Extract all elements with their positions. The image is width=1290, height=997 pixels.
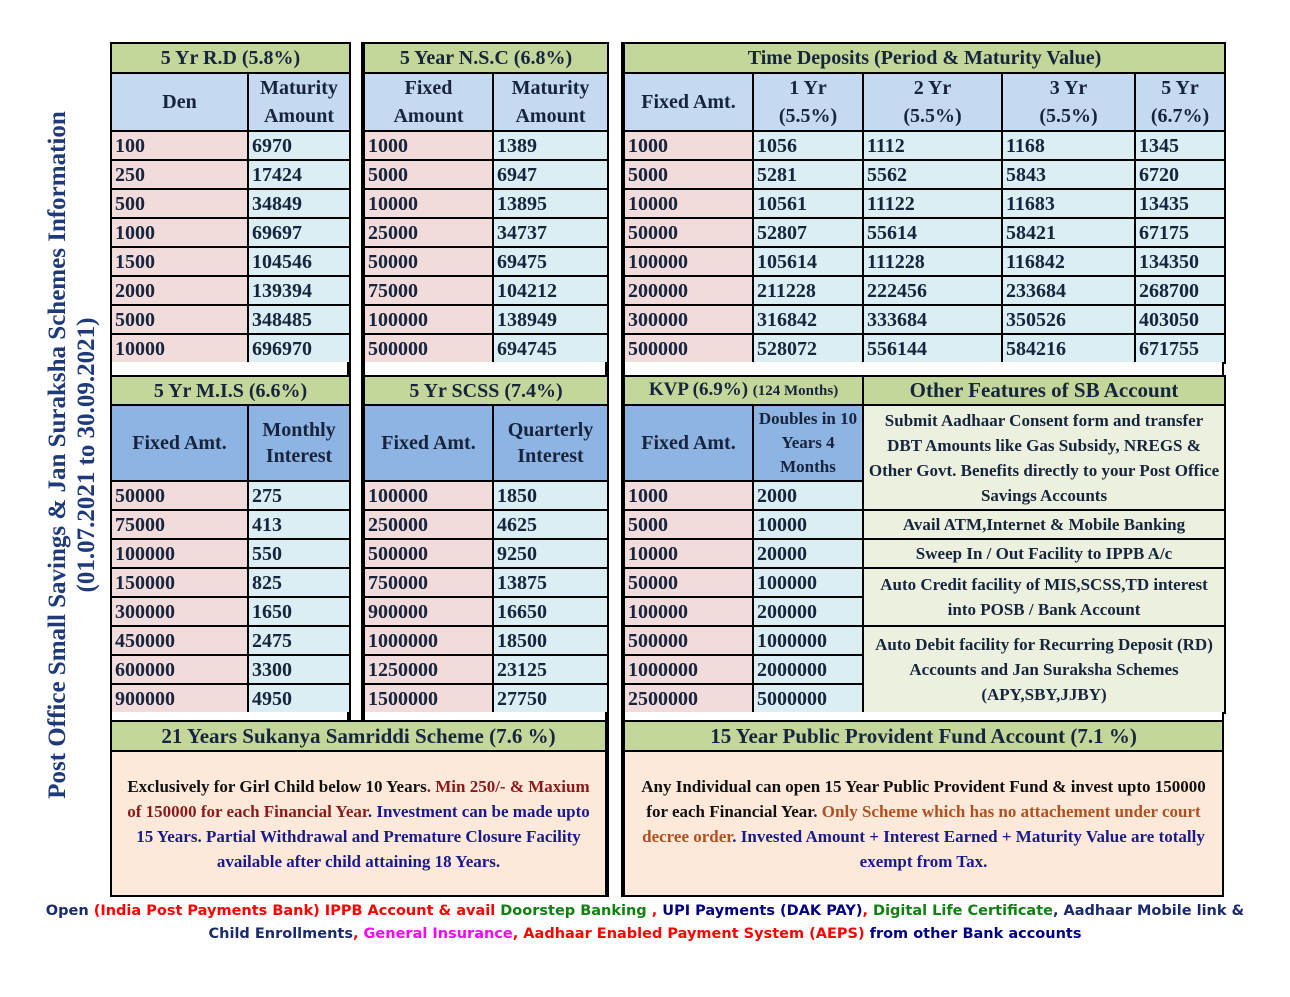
- amount-cell: 100000: [364, 305, 493, 334]
- table-row: [111, 684, 350, 713]
- value-cell: 10561: [753, 189, 863, 218]
- amount-cell: 5000: [624, 160, 753, 189]
- rd-rows: [111, 131, 350, 363]
- amount-cell: 1000: [624, 481, 753, 510]
- value-cell: 13435: [1135, 189, 1225, 218]
- ppf-sep: .: [813, 801, 822, 821]
- td-header-row: [624, 73, 1225, 131]
- amount-cell: 1500000: [364, 684, 493, 713]
- amount-cell: 100000: [364, 481, 493, 510]
- table-row: [364, 131, 608, 160]
- amount-cell: 1000: [111, 218, 248, 247]
- value-cell: 13875: [493, 568, 608, 597]
- value-cell: 134350: [1135, 247, 1225, 276]
- mis-header-fixed: Fixed Amt.: [111, 405, 248, 481]
- row-gap: [363, 712, 607, 720]
- column-gap: [607, 42, 623, 897]
- mis-header-interest: Monthly Interest: [248, 405, 350, 481]
- amount-cell: 10000: [364, 189, 493, 218]
- value-cell: 1650: [248, 597, 350, 626]
- table-row: [364, 510, 608, 539]
- amount-cell: 10000: [111, 334, 248, 363]
- amount-cell: 100000: [624, 247, 753, 276]
- value-cell: 5843: [1002, 160, 1135, 189]
- sb-features-title: Other Features of SB Account: [863, 376, 1225, 405]
- value-cell: 138949: [493, 305, 608, 334]
- table-row: [624, 276, 1225, 305]
- footer-sep: ,: [862, 903, 874, 919]
- ssa-sep: .: [426, 776, 436, 796]
- amount-cell: 75000: [111, 510, 248, 539]
- value-cell: 233684: [1002, 276, 1135, 305]
- table-row: [111, 597, 350, 626]
- table-row: [624, 539, 1225, 568]
- ppf-box: [623, 720, 1224, 897]
- value-cell: 27750: [493, 684, 608, 713]
- amount-cell: 500000: [624, 334, 753, 363]
- kvp-title: [624, 376, 863, 405]
- value-cell: 34849: [248, 189, 350, 218]
- td-header-line: Fixed Amt.: [641, 91, 736, 113]
- td-title: Time Deposits (Period & Maturity Value): [624, 43, 1225, 73]
- amount-cell: 1000000: [364, 626, 493, 655]
- value-cell: 34737: [493, 218, 608, 247]
- table-row: [111, 568, 350, 597]
- table-row: [111, 160, 350, 189]
- rd-title: 5 Yr R.D (5.8%): [111, 43, 350, 73]
- footer-text: Open: [45, 903, 94, 919]
- value-cell: 23125: [493, 655, 608, 684]
- value-cell: 2000: [753, 481, 863, 510]
- amount-cell: 1250000: [364, 655, 493, 684]
- rd-header-maturity: Maturity Amount: [248, 73, 350, 131]
- amount-cell: 250: [111, 160, 248, 189]
- table-row: [364, 626, 608, 655]
- value-cell: 200000: [753, 597, 863, 626]
- amount-cell: 1000: [624, 131, 753, 160]
- td-header-line: (5.5%): [778, 105, 838, 127]
- amount-cell: 1000000: [624, 655, 753, 684]
- value-cell: 55614: [863, 218, 1002, 247]
- value-cell: 413: [248, 510, 350, 539]
- table-row: [364, 684, 608, 713]
- value-cell: 104212: [493, 276, 608, 305]
- value-cell: 58421: [1002, 218, 1135, 247]
- row-gap: [110, 712, 349, 720]
- ppf-title: 15 Year Public Provident Fund Account (7.1 %): [625, 722, 1222, 752]
- footer-sep: ,: [651, 903, 663, 919]
- footer-doorstep-text: Doorstep Banking: [500, 903, 652, 919]
- table-row: [364, 247, 608, 276]
- value-cell: 268700: [1135, 276, 1225, 305]
- td-header-0: [624, 73, 753, 131]
- td-header-line: (5.5%): [903, 105, 962, 127]
- table-row: [111, 247, 350, 276]
- table-row: [111, 131, 350, 160]
- amount-cell: 5000: [624, 510, 753, 539]
- column-gap: [349, 42, 363, 362]
- footer-sep: ,: [352, 926, 364, 942]
- row-gap: [623, 362, 1224, 375]
- ppf-description: [625, 752, 1222, 895]
- ippb-footer-note: [40, 900, 1250, 946]
- scss-title: 5 Yr SCSS (7.4%): [364, 376, 608, 405]
- table-row: [111, 305, 350, 334]
- value-cell: 5562: [863, 160, 1002, 189]
- value-cell: 825: [248, 568, 350, 597]
- value-cell: 5000000: [753, 684, 863, 713]
- value-cell: 671755: [1135, 334, 1225, 363]
- amount-cell: 2500000: [624, 684, 753, 713]
- amount-cell: 1000: [364, 131, 493, 160]
- value-cell: 4625: [493, 510, 608, 539]
- amount-cell: 750000: [364, 568, 493, 597]
- schemes-frame: [110, 42, 1224, 897]
- table-row: [111, 481, 350, 510]
- value-cell: 100000: [753, 568, 863, 597]
- row-gap: [363, 362, 607, 375]
- table-row: [364, 597, 608, 626]
- table-row: [624, 305, 1225, 334]
- td-header-1: [753, 73, 863, 131]
- value-cell: 13895: [493, 189, 608, 218]
- amount-cell: 500000: [624, 626, 753, 655]
- sb-feature-item: Auto Credit facility of MIS,SCSS,TD interest into POSB / Bank Account: [863, 568, 1225, 626]
- page-title-line1: Post Office Small Savings & Jan Suraksha Schemes Information: [44, 111, 72, 799]
- mis-rows: [111, 481, 350, 713]
- ppf-tax-text: . Invested Amount + Interest Earned + Maturity Value are totally exempt from Tax.: [732, 826, 1205, 871]
- value-cell: 111228: [863, 247, 1002, 276]
- value-cell: 69475: [493, 247, 608, 276]
- footer-dlc-text: Digital Life Certificate: [873, 903, 1053, 919]
- td-header-line: 2 Yr: [913, 77, 952, 99]
- amount-cell: 5000: [111, 305, 248, 334]
- value-cell: 67175: [1135, 218, 1225, 247]
- nsc-rows: [364, 131, 608, 363]
- value-cell: 4950: [248, 684, 350, 713]
- value-cell: 18500: [493, 626, 608, 655]
- table-row: [624, 189, 1225, 218]
- row-gap: [110, 362, 349, 375]
- amount-cell: 1500: [111, 247, 248, 276]
- value-cell: 11683: [1002, 189, 1135, 218]
- footer-insurance-text: General Insurance: [363, 926, 513, 942]
- time-deposits-table: [623, 42, 1226, 364]
- kvp-header-row: [624, 405, 1225, 481]
- value-cell: 556144: [863, 334, 1002, 363]
- table-row: [364, 568, 608, 597]
- value-cell: 3300: [248, 655, 350, 684]
- nsc-table: [363, 42, 609, 364]
- value-cell: 1000000: [753, 626, 863, 655]
- vertical-page-title: [32, 40, 112, 870]
- value-cell: 11122: [863, 189, 1002, 218]
- amount-cell: 100: [111, 131, 248, 160]
- table-row: [111, 626, 350, 655]
- amount-cell: 10000: [624, 539, 753, 568]
- value-cell: 16650: [493, 597, 608, 626]
- amount-cell: 200000: [624, 276, 753, 305]
- amount-cell: 250000: [364, 510, 493, 539]
- kvp-rows: [624, 405, 1225, 713]
- td-header-3: [1002, 73, 1135, 131]
- kvp-header-fixed: Fixed Amt.: [624, 405, 753, 481]
- nsc-header-maturity: Maturity Amount: [493, 73, 608, 131]
- table-row: [624, 218, 1225, 247]
- table-row: [111, 334, 350, 363]
- value-cell: 20000: [753, 539, 863, 568]
- amount-cell: 150000: [111, 568, 248, 597]
- table-row: [624, 568, 1225, 597]
- value-cell: 1168: [1002, 131, 1135, 160]
- value-cell: 211228: [753, 276, 863, 305]
- footer-aadhaar-text: , Aadhaar Mobile link & Child Enrollments: [208, 903, 1245, 942]
- footer-ippb-text: (India Post Payments Bank) IPPB Account & avail: [93, 903, 501, 919]
- ssa-terms-text: . Investment can be made upto 15 Years. Partial Withdrawal and Premature Closure Facility available after child attaining 18 Years.: [136, 801, 590, 871]
- table-row: [364, 539, 608, 568]
- value-cell: 350526: [1002, 305, 1135, 334]
- value-cell: 550: [248, 539, 350, 568]
- value-cell: 316842: [753, 305, 863, 334]
- scss-table: [363, 375, 609, 714]
- td-header-line: 1 Yr: [789, 77, 827, 99]
- nsc-title: 5 Year N.S.C (6.8%): [364, 43, 608, 73]
- value-cell: 403050: [1135, 305, 1225, 334]
- amount-cell: 75000: [364, 276, 493, 305]
- amount-cell: 600000: [111, 655, 248, 684]
- table-row: [364, 334, 608, 363]
- nsc-header-fixed: Fixed Amount: [364, 73, 493, 131]
- scss-header-interest: Quarterly Interest: [493, 405, 608, 481]
- value-cell: 694745: [493, 334, 608, 363]
- sb-feature-item: Submit Aadhaar Consent form and transfer DBT Amounts like Gas Subsidy, NREGS & Other Govt. Benefits directly to your Post Office Savings Accounts: [863, 405, 1225, 510]
- ssa-box: [110, 720, 607, 897]
- kvp-title-text: KVP (6.9%): [648, 379, 749, 401]
- ssa-eligibility-text: Exclusively for Girl Child below 10 Years: [127, 776, 427, 796]
- table-row: [364, 160, 608, 189]
- scss-rows: [364, 481, 608, 713]
- td-rows: [624, 131, 1225, 363]
- footer-upi-text: UPI Payments (DAK PAY): [662, 903, 863, 919]
- amount-cell: 25000: [364, 218, 493, 247]
- amount-cell: 900000: [111, 684, 248, 713]
- table-row: [111, 218, 350, 247]
- table-row: [364, 189, 608, 218]
- table-row: [364, 276, 608, 305]
- kvp-features-table: [623, 375, 1226, 714]
- value-cell: 9250: [493, 539, 608, 568]
- sb-feature-item: Avail ATM,Internet & Mobile Banking: [863, 510, 1225, 539]
- td-header-line: 5 Yr: [1161, 77, 1199, 99]
- value-cell: 696970: [248, 334, 350, 363]
- page-title-period: (01.07.2021 to 30.09.2021): [73, 317, 101, 593]
- value-cell: 528072: [753, 334, 863, 363]
- table-row: [624, 160, 1225, 189]
- table-row: [624, 131, 1225, 160]
- td-header-line: (5.5%): [1039, 105, 1098, 127]
- table-row: [624, 247, 1225, 276]
- td-header-4: [1135, 73, 1225, 131]
- value-cell: 69697: [248, 218, 350, 247]
- amount-cell: 2000: [111, 276, 248, 305]
- table-row: [364, 305, 608, 334]
- ssa-title: 21 Years Sukanya Samriddi Scheme (7.6 %): [112, 722, 605, 752]
- value-cell: 116842: [1002, 247, 1135, 276]
- amount-cell: 500: [111, 189, 248, 218]
- scss-header-fixed: Fixed Amt.: [364, 405, 493, 481]
- mis-title: 5 Yr M.I.S (6.6%): [111, 376, 350, 405]
- amount-cell: 50000: [364, 247, 493, 276]
- table-row: [624, 334, 1225, 363]
- value-cell: 6720: [1135, 160, 1225, 189]
- amount-cell: 50000: [624, 568, 753, 597]
- amount-cell: 500000: [364, 539, 493, 568]
- value-cell: 6970: [248, 131, 350, 160]
- amount-cell: 500000: [364, 334, 493, 363]
- value-cell: 1345: [1135, 131, 1225, 160]
- footer-aeps-text: , Aadhaar Enabled Payment System (AEPS): [512, 926, 870, 942]
- footer-other-banks-text: from other Bank accounts: [869, 926, 1082, 942]
- value-cell: 222456: [863, 276, 1002, 305]
- amount-cell: 100000: [624, 597, 753, 626]
- value-cell: 105614: [753, 247, 863, 276]
- amount-cell: 100000: [111, 539, 248, 568]
- value-cell: 6947: [493, 160, 608, 189]
- sb-feature-item: Auto Debit facility for Recurring Deposit (RD) Accounts and Jan Suraksha Schemes (APY,SBY,JJBY): [863, 626, 1225, 713]
- amount-cell: 300000: [624, 305, 753, 334]
- table-row: [364, 655, 608, 684]
- ppf-eligibility-text: Any Individual can open 15 Year Public Provident Fund & invest upto 150000 for each Financial Year: [641, 776, 1206, 821]
- value-cell: 5281: [753, 160, 863, 189]
- rd-header-den: Den: [111, 73, 248, 131]
- value-cell: 2000000: [753, 655, 863, 684]
- value-cell: 333684: [863, 305, 1002, 334]
- value-cell: 104546: [248, 247, 350, 276]
- ssa-limit-text: Min 250/- & Maxium of 150000 for each Financial Year: [127, 776, 590, 821]
- amount-cell: 5000: [364, 160, 493, 189]
- amount-cell: 10000: [624, 189, 753, 218]
- table-row: [364, 218, 608, 247]
- ppf-attachment-text: Only Scheme which has no attachement under court decree order: [642, 801, 1201, 846]
- row-gap: [623, 712, 1224, 720]
- table-row: [111, 510, 350, 539]
- td-header-line: (6.7%): [1150, 105, 1210, 127]
- value-cell: 348485: [248, 305, 350, 334]
- table-row: [624, 510, 1225, 539]
- value-cell: 275: [248, 481, 350, 510]
- td-header-2: [863, 73, 1002, 131]
- value-cell: 10000: [753, 510, 863, 539]
- mis-table: [110, 375, 351, 714]
- kvp-header-doubles: Doubles in 10 Years 4 Months: [753, 405, 863, 481]
- sb-feature-item: Sweep In / Out Facility to IPPB A/c: [863, 539, 1225, 568]
- kvp-title-suffix: (124 Months): [752, 383, 839, 400]
- table-row: [111, 655, 350, 684]
- amount-cell: 50000: [111, 481, 248, 510]
- value-cell: 139394: [248, 276, 350, 305]
- value-cell: 1850: [493, 481, 608, 510]
- table-row: [624, 626, 1225, 655]
- amount-cell: 300000: [111, 597, 248, 626]
- amount-cell: 900000: [364, 597, 493, 626]
- value-cell: 1389: [493, 131, 608, 160]
- value-cell: 52807: [753, 218, 863, 247]
- table-row: [111, 189, 350, 218]
- value-cell: 1056: [753, 131, 863, 160]
- value-cell: 2475: [248, 626, 350, 655]
- ssa-description: [112, 752, 605, 895]
- table-row: [111, 539, 350, 568]
- amount-cell: 50000: [624, 218, 753, 247]
- value-cell: 17424: [248, 160, 350, 189]
- td-header-line: 3 Yr: [1049, 77, 1088, 99]
- table-row: [111, 276, 350, 305]
- rd-table: [110, 42, 351, 364]
- value-cell: 1112: [863, 131, 1002, 160]
- table-row: [364, 481, 608, 510]
- value-cell: 584216: [1002, 334, 1135, 363]
- amount-cell: 450000: [111, 626, 248, 655]
